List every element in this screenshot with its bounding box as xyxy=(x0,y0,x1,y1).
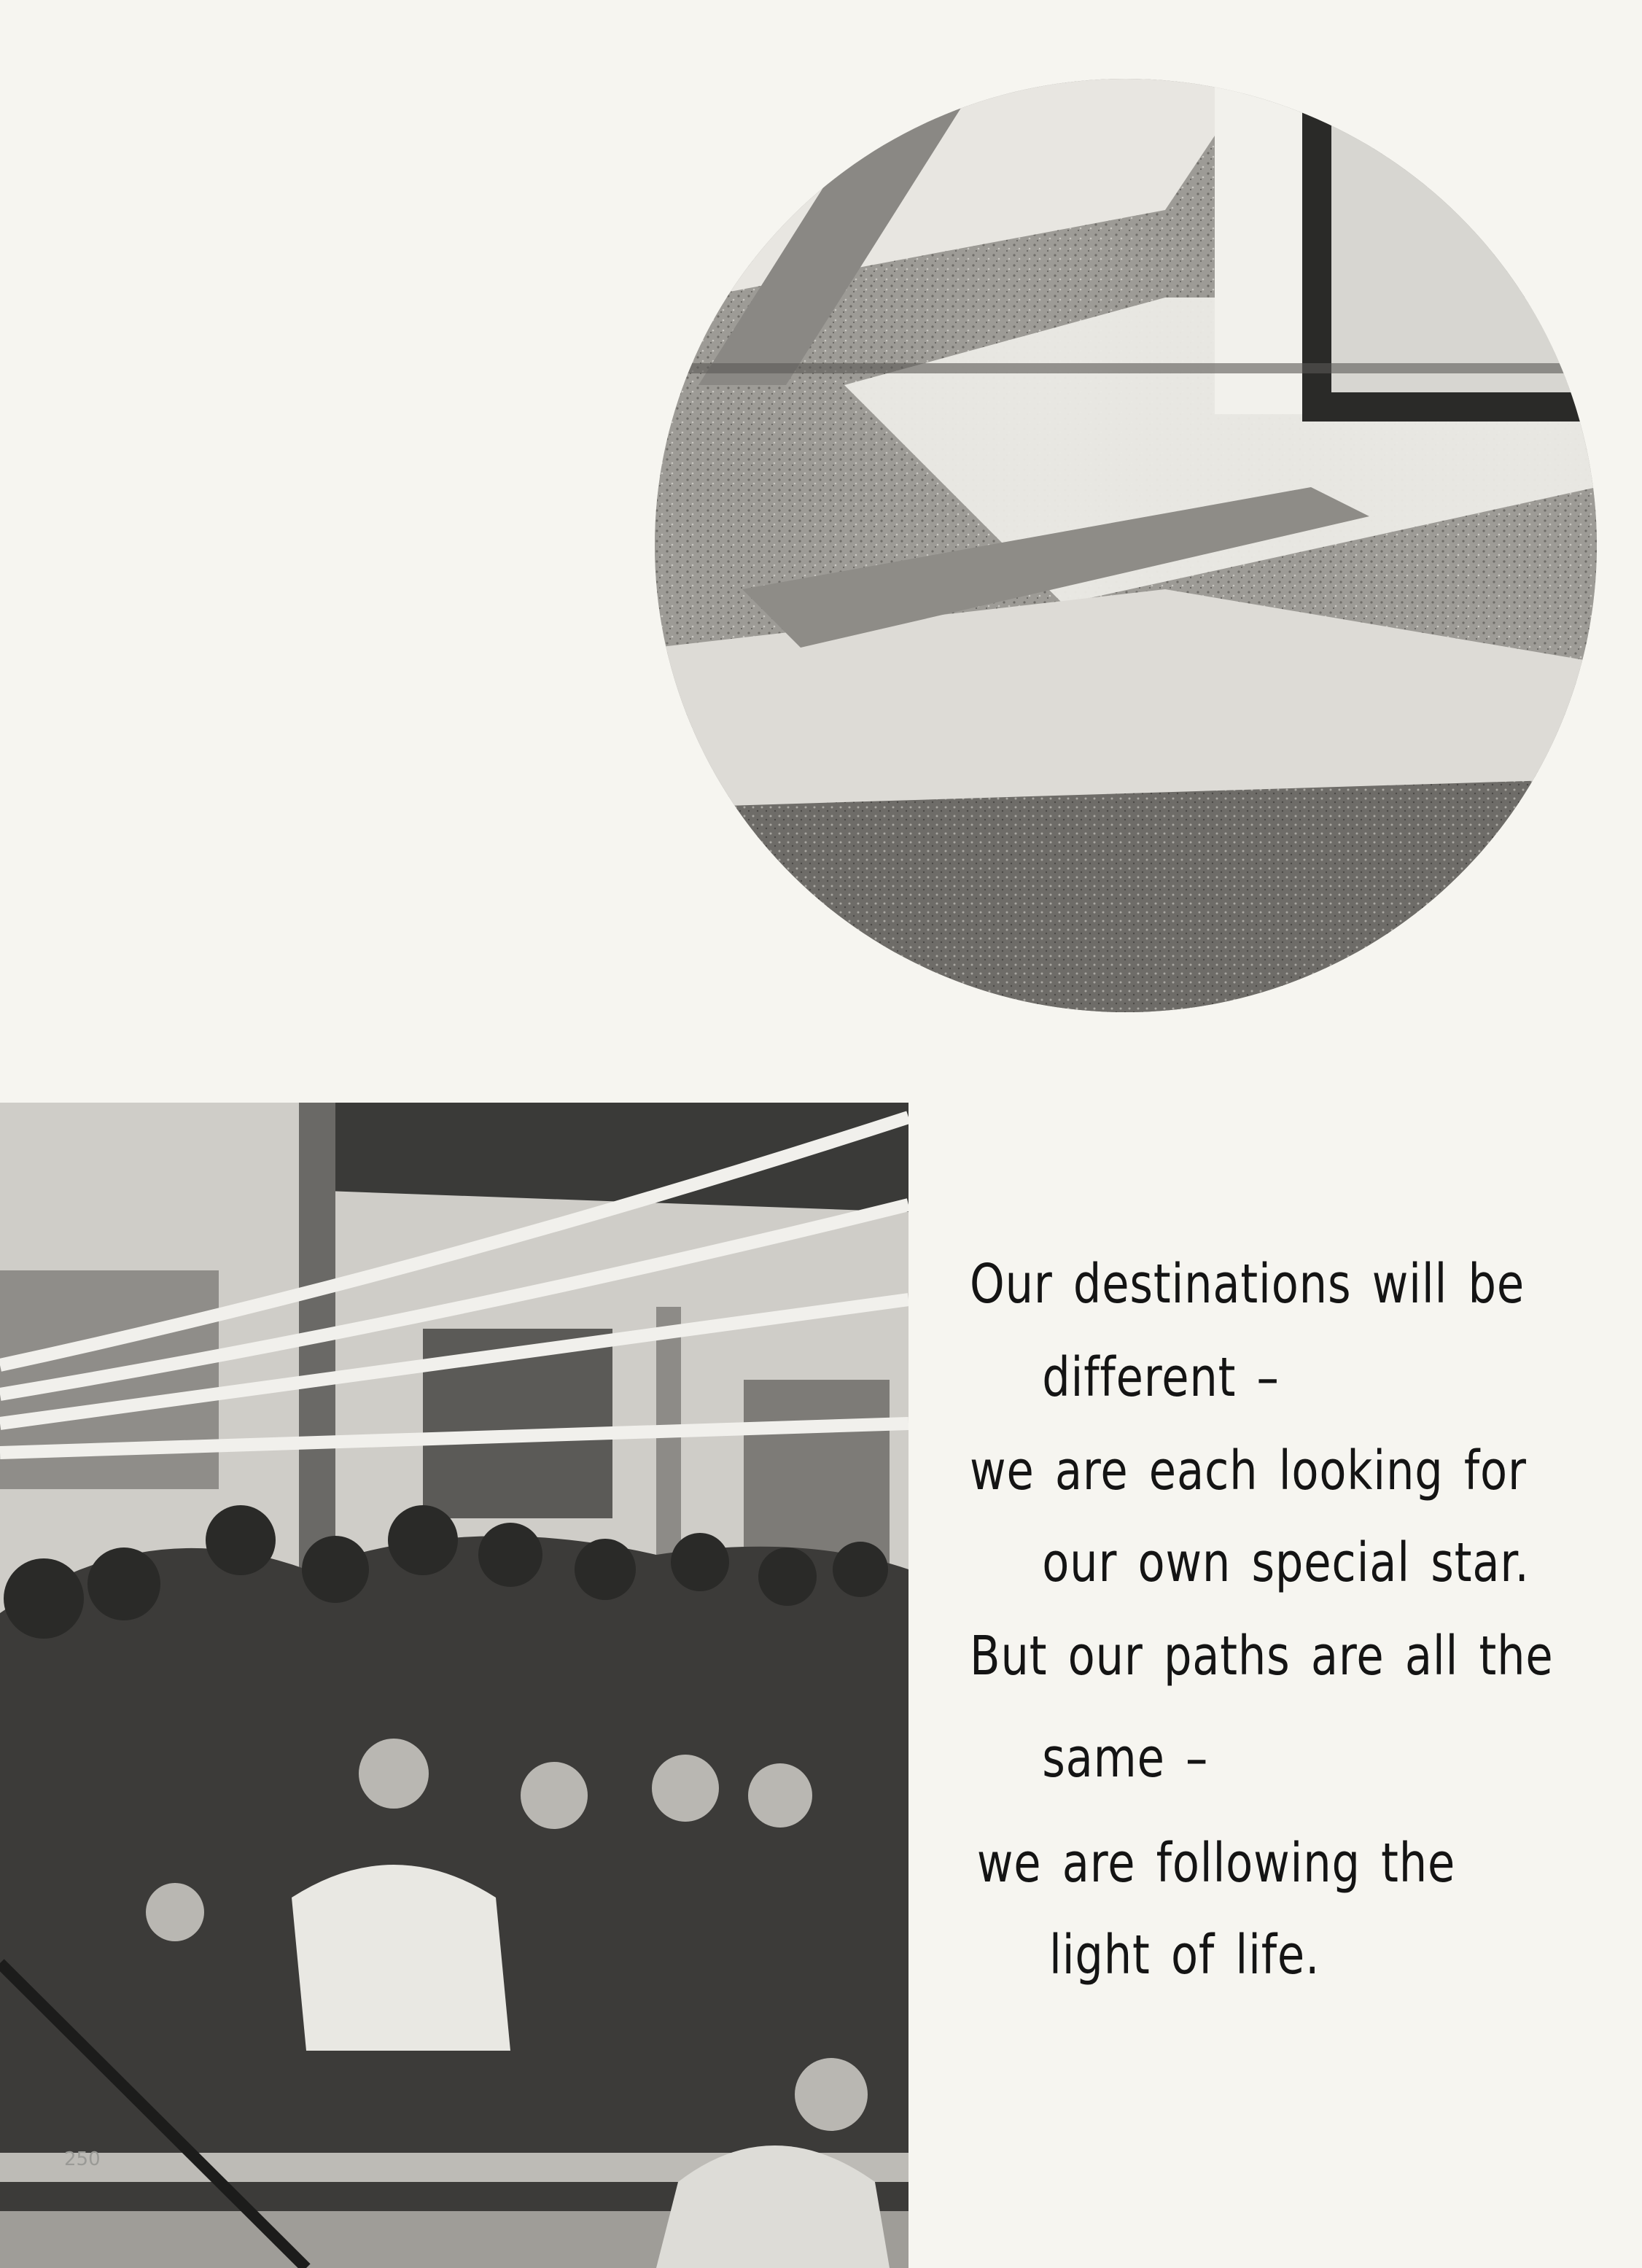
verse-line-8: light of life. xyxy=(1049,1924,1320,1987)
verse-line-7: we are following the xyxy=(976,1832,1456,1895)
verse-line-2: different – xyxy=(1042,1346,1280,1409)
floor-shadow-illustration xyxy=(655,79,1597,1012)
verse-line-5: But our paths are all the xyxy=(970,1625,1554,1688)
verse-line-3: we are each looking for xyxy=(970,1440,1527,1502)
gym-bleachers-crowd-photo xyxy=(0,1103,908,2268)
verse-line-6: same – xyxy=(1042,1727,1209,1790)
circular-floor-photo xyxy=(655,79,1597,1012)
verse-line-1: Our destinations will be xyxy=(970,1253,1525,1316)
crowd-illustration xyxy=(0,1103,908,2268)
verse-line-4: our own special star. xyxy=(1042,1531,1530,1594)
page-number: 250 xyxy=(64,2148,101,2170)
